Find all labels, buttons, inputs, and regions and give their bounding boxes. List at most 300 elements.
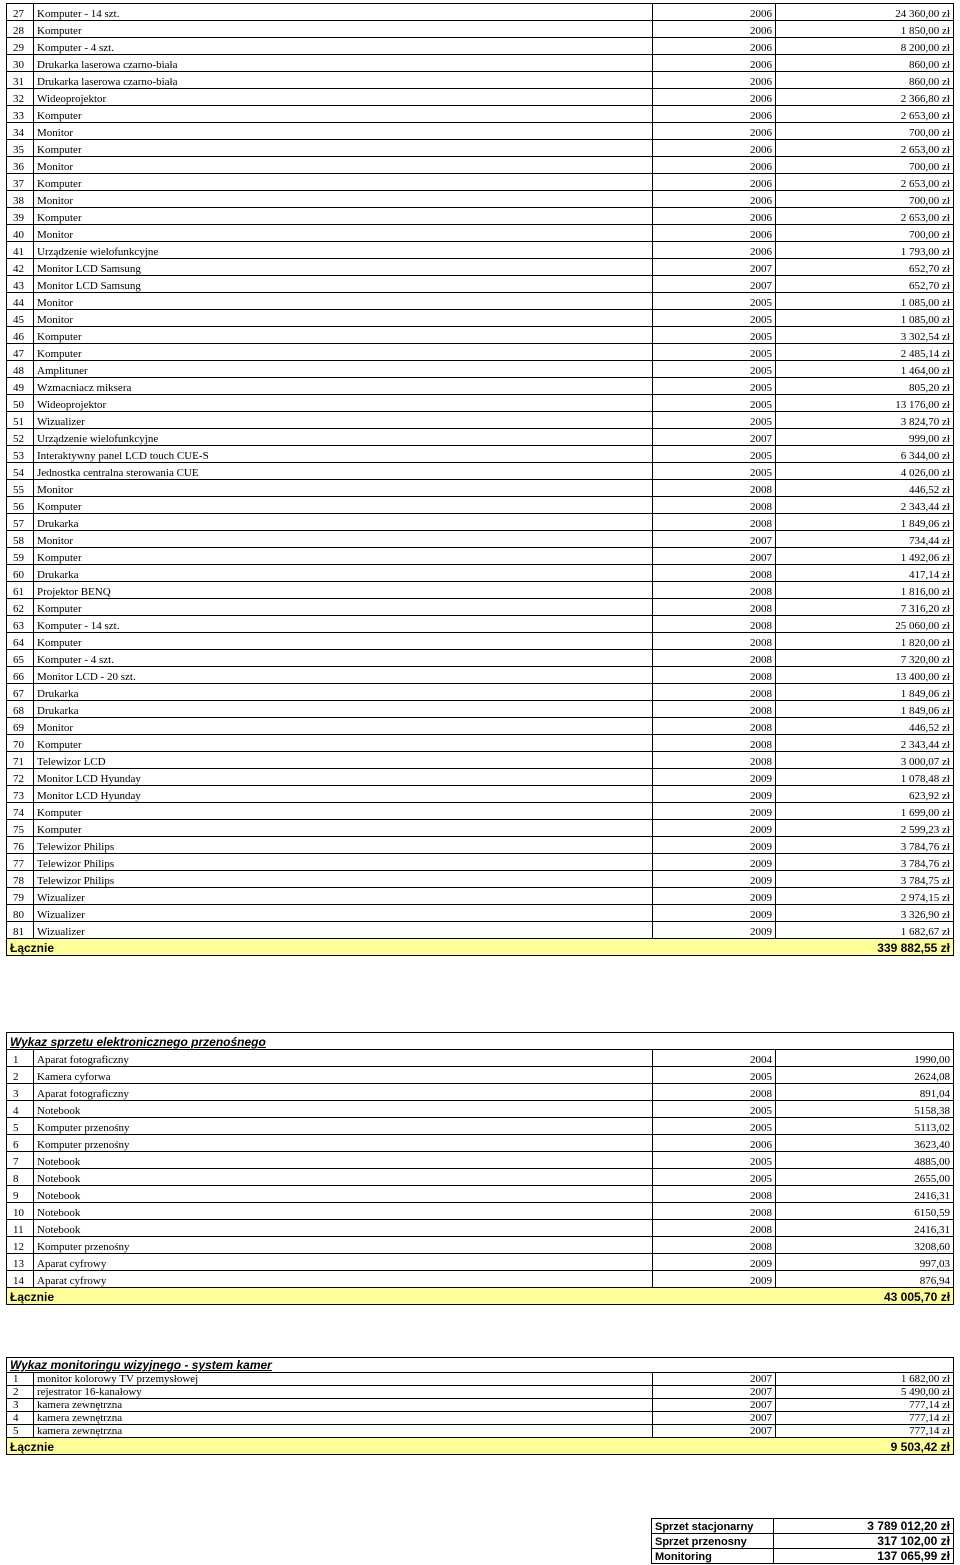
item-name: Telewizor Philips	[34, 854, 653, 871]
table-row	[7, 157, 954, 174]
item-year: 2006	[653, 1135, 776, 1152]
item-value: 3 302,54 zł	[776, 327, 954, 344]
row-number: 51	[7, 412, 34, 429]
row-number: 49	[7, 378, 34, 395]
table-row	[7, 718, 954, 735]
summary-table	[651, 1518, 954, 1564]
item-year: 2006	[653, 21, 776, 38]
table-row	[7, 361, 954, 378]
table-row	[7, 752, 954, 769]
item-value: 5113,02	[776, 1118, 954, 1135]
item-name: Komputer - 14 szt.	[34, 4, 653, 21]
item-name: Aparat cyfrowy	[34, 1254, 653, 1271]
section-title-row	[7, 1358, 954, 1373]
row-number: 40	[7, 225, 34, 242]
item-year: 2007	[653, 429, 776, 446]
item-name: Wizualizer	[34, 888, 653, 905]
item-year: 2008	[653, 1237, 776, 1254]
table-row	[7, 1152, 954, 1169]
item-value: 25 060,00 zł	[776, 616, 954, 633]
row-number: 8	[7, 1169, 34, 1186]
item-value: 2416,31	[776, 1220, 954, 1237]
table-row	[7, 616, 954, 633]
table-row	[7, 242, 954, 259]
table-row	[7, 1067, 954, 1084]
item-year: 2009	[653, 922, 776, 939]
table-row	[7, 429, 954, 446]
table-row	[7, 1412, 954, 1425]
item-value: 1 085,00 zł	[776, 293, 954, 310]
item-value: 3 784,76 zł	[776, 854, 954, 871]
table-row	[7, 259, 954, 276]
row-number: 42	[7, 259, 34, 276]
item-name: Aparat cyfrowy	[34, 1271, 653, 1288]
item-year: 2009	[653, 1254, 776, 1271]
item-value: 446,52 zł	[776, 718, 954, 735]
item-value: 2 653,00 zł	[776, 208, 954, 225]
item-name: Notebook	[34, 1220, 653, 1237]
row-number: 30	[7, 55, 34, 72]
item-year: 2007	[653, 1412, 776, 1425]
item-year: 2007	[653, 1399, 776, 1412]
item-year: 2008	[653, 718, 776, 735]
item-year: 2008	[653, 667, 776, 684]
row-number: 68	[7, 701, 34, 718]
total-fill	[653, 939, 776, 956]
table-row	[7, 565, 954, 582]
item-value: 2 343,44 zł	[776, 735, 954, 752]
row-number: 5	[7, 1118, 34, 1135]
total-label: Łącznie	[7, 1438, 653, 1455]
row-number: 75	[7, 820, 34, 837]
item-value: 1990,00	[776, 1050, 954, 1067]
item-year: 2008	[653, 514, 776, 531]
item-name: Notebook	[34, 1186, 653, 1203]
item-name: Amplituner	[34, 361, 653, 378]
item-name: Komputer	[34, 327, 653, 344]
row-number: 48	[7, 361, 34, 378]
table-row	[7, 548, 954, 565]
item-name: Komputer przenośny	[34, 1237, 653, 1254]
item-value: 2 366,80 zł	[776, 89, 954, 106]
item-year: 2005	[653, 1169, 776, 1186]
row-number: 64	[7, 633, 34, 650]
item-year: 2007	[653, 548, 776, 565]
table-row	[7, 344, 954, 361]
item-name: Monitor	[34, 157, 653, 174]
row-number: 32	[7, 89, 34, 106]
row-number: 74	[7, 803, 34, 820]
row-number: 44	[7, 293, 34, 310]
item-value: 2 653,00 zł	[776, 174, 954, 191]
item-name: kamera zewnętrzna	[34, 1399, 653, 1412]
item-name: Komputer	[34, 21, 653, 38]
item-value: 2624,08	[776, 1067, 954, 1084]
table-row	[7, 208, 954, 225]
table-row	[7, 1118, 954, 1135]
item-value: 1 699,00 zł	[776, 803, 954, 820]
item-name: Monitor LCD Samsung	[34, 276, 653, 293]
item-name: Telewizor LCD	[34, 752, 653, 769]
item-value: 13 400,00 zł	[776, 667, 954, 684]
table-row	[7, 225, 954, 242]
table-row	[7, 55, 954, 72]
row-number: 35	[7, 140, 34, 157]
table-row	[7, 276, 954, 293]
item-year: 2006	[653, 106, 776, 123]
item-value: 1 850,00 zł	[776, 21, 954, 38]
row-number: 4	[7, 1101, 34, 1118]
row-number: 14	[7, 1271, 34, 1288]
row-number: 59	[7, 548, 34, 565]
table-row	[7, 123, 954, 140]
item-year: 2008	[653, 735, 776, 752]
portable-equipment-table	[6, 1032, 954, 1305]
table-row	[7, 531, 954, 548]
item-value: 1 085,00 zł	[776, 310, 954, 327]
item-name: Komputer	[34, 174, 653, 191]
row-number: 37	[7, 174, 34, 191]
row-number: 71	[7, 752, 34, 769]
table-row	[7, 1373, 954, 1386]
row-number: 11	[7, 1220, 34, 1237]
row-number: 78	[7, 871, 34, 888]
item-value: 1 682,00 zł	[776, 1373, 954, 1386]
item-value: 997,03	[776, 1254, 954, 1271]
item-name: rejestrator 16-kanałowy	[34, 1386, 653, 1399]
item-value: 652,70 zł	[776, 276, 954, 293]
row-number: 12	[7, 1237, 34, 1254]
table-row	[7, 922, 954, 939]
row-number: 29	[7, 38, 34, 55]
item-year: 2009	[653, 888, 776, 905]
row-number: 36	[7, 157, 34, 174]
item-year: 2006	[653, 191, 776, 208]
total-label: Łącznie	[7, 939, 653, 956]
table-row	[7, 21, 954, 38]
row-number: 47	[7, 344, 34, 361]
row-number: 31	[7, 72, 34, 89]
item-value: 7 320,00 zł	[776, 650, 954, 667]
row-number: 66	[7, 667, 34, 684]
item-name: Urządzenie wielofunkcyjne	[34, 242, 653, 259]
item-year: 2006	[653, 157, 776, 174]
item-name: Monitor	[34, 225, 653, 242]
item-year: 2005	[653, 1101, 776, 1118]
item-value: 3623,40	[776, 1135, 954, 1152]
item-year: 2007	[653, 1386, 776, 1399]
item-year: 2006	[653, 242, 776, 259]
item-year: 2006	[653, 225, 776, 242]
row-number: 27	[7, 4, 34, 21]
item-value: 4885,00	[776, 1152, 954, 1169]
table-row	[7, 599, 954, 616]
row-number: 7	[7, 1152, 34, 1169]
item-year: 2009	[653, 837, 776, 854]
item-year: 2005	[653, 1118, 776, 1135]
item-year: 2009	[653, 786, 776, 803]
item-name: Komputer	[34, 803, 653, 820]
item-name: Monitor	[34, 531, 653, 548]
item-name: Komputer - 14 szt.	[34, 616, 653, 633]
row-number: 3	[7, 1399, 34, 1412]
table-row	[7, 1135, 954, 1152]
total-value: 9 503,42 zł	[776, 1438, 954, 1455]
item-year: 2009	[653, 803, 776, 820]
item-year: 2006	[653, 55, 776, 72]
row-number: 2	[7, 1067, 34, 1084]
table-row	[7, 327, 954, 344]
table-row	[7, 514, 954, 531]
item-value: 3208,60	[776, 1237, 954, 1254]
item-year: 2005	[653, 446, 776, 463]
item-value: 777,14 zł	[776, 1425, 954, 1438]
item-value: 623,92 zł	[776, 786, 954, 803]
row-number: 41	[7, 242, 34, 259]
table-row	[7, 378, 954, 395]
row-number: 65	[7, 650, 34, 667]
table-row	[7, 633, 954, 650]
row-number: 9	[7, 1186, 34, 1203]
item-name: Monitor	[34, 480, 653, 497]
item-name: Komputer	[34, 344, 653, 361]
item-value: 2 343,44 zł	[776, 497, 954, 514]
item-year: 2006	[653, 140, 776, 157]
row-number: 69	[7, 718, 34, 735]
item-name: Komputer	[34, 599, 653, 616]
item-name: Komputer przenośny	[34, 1118, 653, 1135]
item-value: 2 974,15 zł	[776, 888, 954, 905]
row-number: 5	[7, 1425, 34, 1438]
item-value: 700,00 zł	[776, 191, 954, 208]
item-year: 2008	[653, 565, 776, 582]
item-year: 2007	[653, 1373, 776, 1386]
item-year: 2008	[653, 582, 776, 599]
item-value: 1 492,06 zł	[776, 548, 954, 565]
table-row	[7, 191, 954, 208]
summary-label: Sprzet stacjonarny	[652, 1519, 774, 1534]
summary-value: 317 102,00 zł	[774, 1534, 954, 1549]
table-row	[7, 1101, 954, 1118]
item-name: Komputer	[34, 735, 653, 752]
row-number: 39	[7, 208, 34, 225]
row-number: 50	[7, 395, 34, 412]
item-name: Komputer - 4 szt.	[34, 38, 653, 55]
item-name: Monitor LCD Hyunday	[34, 786, 653, 803]
row-number: 60	[7, 565, 34, 582]
item-year: 2009	[653, 905, 776, 922]
item-value: 6 344,00 zł	[776, 446, 954, 463]
item-value: 891,04	[776, 1084, 954, 1101]
total-value: 43 005,70 zł	[776, 1288, 954, 1305]
item-year: 2008	[653, 616, 776, 633]
item-year: 2005	[653, 327, 776, 344]
item-value: 1 793,00 zł	[776, 242, 954, 259]
item-name: Drukarka laserowa czarno-biała	[34, 72, 653, 89]
item-year: 2008	[653, 1084, 776, 1101]
item-year: 2006	[653, 38, 776, 55]
item-year: 2006	[653, 4, 776, 21]
item-name: Interaktywny panel LCD touch CUE-S	[34, 446, 653, 463]
item-name: Telewizor Philips	[34, 871, 653, 888]
item-name: Monitor	[34, 310, 653, 327]
item-name: Komputer	[34, 820, 653, 837]
item-year: 2006	[653, 174, 776, 191]
row-number: 13	[7, 1254, 34, 1271]
item-name: Komputer	[34, 106, 653, 123]
stationary-equipment-table	[6, 3, 954, 956]
table-row	[7, 786, 954, 803]
item-year: 2009	[653, 871, 776, 888]
summary-label: Monitoring	[652, 1549, 774, 1564]
item-value: 2416,31	[776, 1186, 954, 1203]
table-row	[7, 480, 954, 497]
item-value: 1 682,67 zł	[776, 922, 954, 939]
item-year: 2009	[653, 854, 776, 871]
item-year: 2008	[653, 1186, 776, 1203]
item-year: 2005	[653, 1152, 776, 1169]
row-number: 33	[7, 106, 34, 123]
item-name: kamera zewnętrzna	[34, 1412, 653, 1425]
table-row	[7, 395, 954, 412]
row-number: 2	[7, 1386, 34, 1399]
item-name: Komputer	[34, 140, 653, 157]
table-row	[7, 140, 954, 157]
item-year: 2005	[653, 412, 776, 429]
table-row	[7, 463, 954, 480]
row-number: 56	[7, 497, 34, 514]
table-row	[7, 1169, 954, 1186]
table-row	[7, 1237, 954, 1254]
item-name: Komputer	[34, 548, 653, 565]
item-value: 700,00 zł	[776, 157, 954, 174]
row-number: 38	[7, 191, 34, 208]
table-row	[7, 769, 954, 786]
table-row	[7, 1186, 954, 1203]
item-name: Wideoprojektor	[34, 89, 653, 106]
item-name: Notebook	[34, 1152, 653, 1169]
item-year: 2005	[653, 293, 776, 310]
row-number: 77	[7, 854, 34, 871]
item-year: 2005	[653, 1067, 776, 1084]
item-year: 2007	[653, 259, 776, 276]
item-year: 2005	[653, 310, 776, 327]
summary-value: 3 789 012,20 zł	[774, 1519, 954, 1534]
total-value: 339 882,55 zł	[776, 939, 954, 956]
row-number: 43	[7, 276, 34, 293]
item-year: 2008	[653, 701, 776, 718]
item-name: Komputer - 4 szt.	[34, 650, 653, 667]
item-value: 3 784,75 zł	[776, 871, 954, 888]
item-name: Aparat fotograficzny	[34, 1084, 653, 1101]
table-row	[7, 888, 954, 905]
row-number: 67	[7, 684, 34, 701]
summary-row	[652, 1519, 954, 1534]
item-name: Wzmacniacz miksera	[34, 378, 653, 395]
row-number: 55	[7, 480, 34, 497]
table-row	[7, 446, 954, 463]
item-value: 8 200,00 zł	[776, 38, 954, 55]
table-row	[7, 106, 954, 123]
table-row	[7, 1425, 954, 1438]
row-number: 45	[7, 310, 34, 327]
table-row	[7, 582, 954, 599]
item-year: 2009	[653, 1271, 776, 1288]
row-number: 54	[7, 463, 34, 480]
item-name: Telewizor Philips	[34, 837, 653, 854]
item-value: 1 849,06 zł	[776, 684, 954, 701]
item-value: 734,44 zł	[776, 531, 954, 548]
item-year: 2008	[653, 684, 776, 701]
item-value: 1 078,48 zł	[776, 769, 954, 786]
item-year: 2008	[653, 599, 776, 616]
item-year: 2009	[653, 820, 776, 837]
item-value: 2 485,14 zł	[776, 344, 954, 361]
item-name: Monitor LCD Samsung	[34, 259, 653, 276]
table-row	[7, 667, 954, 684]
table-row	[7, 1084, 954, 1101]
row-number: 6	[7, 1135, 34, 1152]
table-row	[7, 72, 954, 89]
summary-row	[652, 1534, 954, 1549]
item-value: 777,14 zł	[776, 1399, 954, 1412]
total-row	[7, 1288, 954, 1305]
item-value: 2 599,23 zł	[776, 820, 954, 837]
summary-label: Sprzet przenosny	[652, 1534, 774, 1549]
item-year: 2005	[653, 344, 776, 361]
table-row	[7, 89, 954, 106]
summary-value: 137 065,99 zł	[774, 1549, 954, 1564]
item-value: 700,00 zł	[776, 123, 954, 140]
item-value: 6150,59	[776, 1203, 954, 1220]
table-row	[7, 1399, 954, 1412]
item-year: 2008	[653, 1203, 776, 1220]
table-row	[7, 293, 954, 310]
item-name: Wideoprojektor	[34, 395, 653, 412]
item-value: 24 360,00 zł	[776, 4, 954, 21]
item-year: 2008	[653, 497, 776, 514]
item-value: 7 316,20 zł	[776, 599, 954, 616]
item-value: 860,00 zł	[776, 72, 954, 89]
row-number: 80	[7, 905, 34, 922]
item-name: Komputer	[34, 497, 653, 514]
item-year: 2009	[653, 769, 776, 786]
item-value: 999,00 zł	[776, 429, 954, 446]
item-name: Jednostka centralna sterowania CUE	[34, 463, 653, 480]
monitoring-equipment-table	[6, 1357, 954, 1455]
table-row	[7, 412, 954, 429]
item-name: Drukarka	[34, 684, 653, 701]
item-value: 5158,38	[776, 1101, 954, 1118]
item-year: 2007	[653, 1425, 776, 1438]
total-row	[7, 939, 954, 956]
item-value: 3 784,76 zł	[776, 837, 954, 854]
item-value: 1 816,00 zł	[776, 582, 954, 599]
table-row	[7, 820, 954, 837]
row-number: 62	[7, 599, 34, 616]
row-number: 61	[7, 582, 34, 599]
item-name: Wizualizer	[34, 922, 653, 939]
item-name: Monitor	[34, 123, 653, 140]
item-year: 2005	[653, 463, 776, 480]
row-number: 70	[7, 735, 34, 752]
item-value: 3 000,07 zł	[776, 752, 954, 769]
item-name: Drukarka	[34, 701, 653, 718]
table-row	[7, 684, 954, 701]
item-value: 1 464,00 zł	[776, 361, 954, 378]
item-year: 2005	[653, 378, 776, 395]
item-value: 446,52 zł	[776, 480, 954, 497]
